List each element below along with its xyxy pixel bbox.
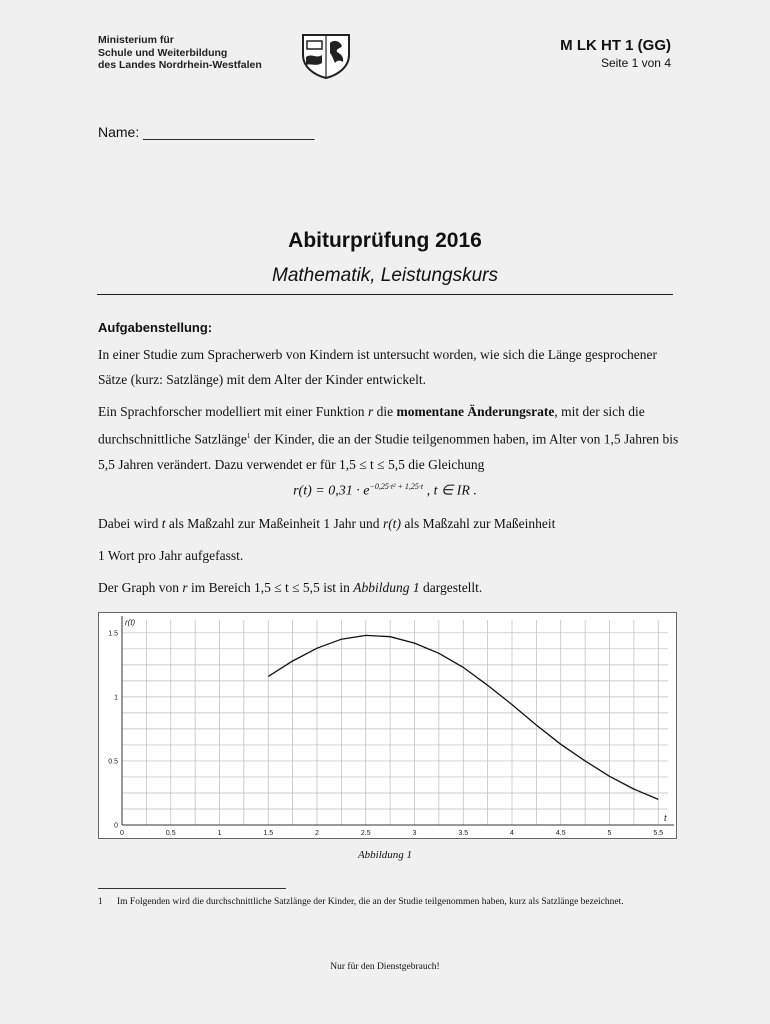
text-span: der Kinder, die an der Studie teilgenommen haben, im Alter von 1,5 Jahren bis 5,5 Jahren verändert. Dazu verwendet er für: [98, 431, 679, 472]
formula-exponent: −0,25·t² + 1,25·t: [369, 482, 424, 491]
math-var: r: [182, 580, 188, 595]
math-var: t: [161, 516, 166, 531]
footnote-ref: 1: [246, 432, 251, 440]
text-span: als Maßzahl zur Maßeinheit: [400, 516, 556, 531]
y-tick-label: 1.5: [108, 630, 118, 638]
math-expr: r(t): [382, 516, 401, 531]
page-title: Abiturprüfung 2016: [288, 229, 482, 252]
x-tick-label: 1.5: [263, 830, 274, 837]
x-tick-label: 2.5: [360, 830, 371, 837]
x-tick-label: 5.5: [653, 830, 664, 837]
y-tick-label: 1: [114, 694, 118, 702]
task-heading: Aufgabenstellung:: [98, 320, 213, 335]
x-tick-label: 0: [120, 830, 124, 837]
ministry-line: Schule und Weiterbildung: [98, 46, 228, 59]
figure-caption: Abbildung 1: [357, 849, 413, 861]
text-span: Dabei wird: [98, 516, 162, 531]
chart-frame: [99, 613, 677, 839]
text-span: Der Graph von: [98, 580, 183, 595]
paragraph-intro: In einer Studie zum Spracherwerb von Kindern ist untersucht worden, wie sich die Länge gesprochener Sätze (kurz: Satzlänge) mit dem Alter der Kinder entwickelt.: [98, 347, 657, 387]
x-tick-label: 5: [607, 830, 612, 837]
y-tick-label: 0: [114, 822, 118, 830]
paragraph-model: [98, 399, 688, 477]
text-span: ist in: [319, 580, 354, 595]
footnote-number: 1: [98, 896, 103, 906]
text-span: Ein Sprachforscher modelliert mit einer Funktion: [98, 404, 368, 419]
x-tick-label: 4.5: [555, 830, 566, 837]
ministry-line: Ministerium für: [98, 34, 174, 46]
x-axis-label: t: [664, 813, 667, 823]
figure-1-chart: [98, 612, 678, 840]
page-subtitle: Mathematik, Leistungskurs: [272, 265, 498, 286]
bold-term: momentane Änderungsrate: [396, 404, 555, 419]
ministry-name: [98, 34, 262, 72]
x-tick-label: 4: [510, 830, 514, 837]
x-tick-label: 0.5: [165, 830, 176, 837]
ministry-line: des Landes Nordrhein-Westfalen: [98, 59, 262, 71]
title-divider: [97, 294, 673, 295]
text-span: , mit der sich die durchschnittliche Satzlänge: [98, 404, 645, 447]
text-span: im Bereich: [187, 580, 254, 595]
footer-note: Nur für den Dienstgebrauch!: [330, 962, 440, 972]
paragraph-units-line2: 1 Wort pro Jahr aufgefasst.: [98, 548, 244, 563]
x-tick-label: 3.5: [458, 830, 469, 837]
x-tick-label: 3: [412, 830, 417, 837]
text-span: dargestellt.: [419, 580, 483, 595]
x-tick-label: 1: [217, 830, 222, 837]
name-field-line: Name: ______________________: [98, 124, 315, 140]
text-span: die: [373, 404, 397, 419]
text-span: als Maßzahl zur Maßeinheit 1 Jahr und: [165, 516, 383, 531]
nrw-crest-logo: [300, 33, 352, 79]
formula: [0, 482, 770, 500]
y-tick-label: 0.5: [108, 758, 118, 766]
figure-ref: Abbildung 1: [353, 580, 420, 595]
footnote-text: Im Folgenden wird die durchschnittliche Satzlänge der Kinder, die an der Studie teilgenommen haben, kurz als Satzlänge bezeichnet.: [117, 897, 624, 907]
exam-code: M LK HT 1 (GG): [560, 37, 671, 54]
footnote-divider: [98, 888, 286, 889]
paragraph-figure-ref: [98, 575, 688, 600]
x-tick-label: 2: [315, 830, 319, 837]
math-range: 1,5 ≤ t ≤ 5,5: [339, 456, 405, 472]
formula-domain: , t ∈ IR .: [423, 483, 477, 499]
paragraph-units: [98, 511, 688, 536]
math-var: r: [367, 404, 374, 419]
y-axis-label: r(t): [125, 618, 136, 627]
formula-lhs: r(t) = 0,31 · e: [293, 483, 370, 499]
text-span: die Gleichung: [404, 456, 485, 472]
math-range: 1,5 ≤ t ≤ 5,5: [253, 580, 320, 595]
page-number: Seite 1 von 4: [600, 56, 671, 70]
